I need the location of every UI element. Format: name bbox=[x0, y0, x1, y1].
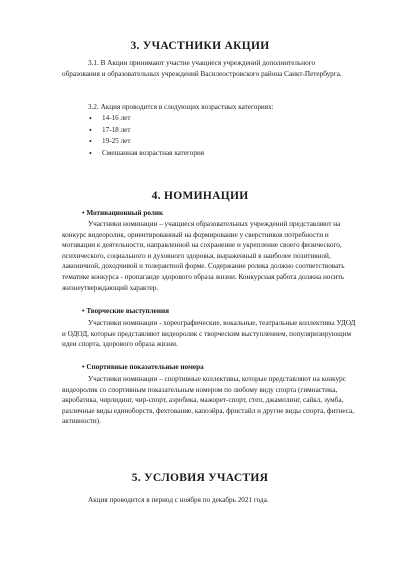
nomination-1-title: • Мотивационный ролик bbox=[82, 209, 164, 217]
age-category-item: • 19-25 лет bbox=[86, 136, 346, 148]
age-category-item: • 17-18 лет bbox=[86, 125, 346, 137]
nomination-2-text: Участники номинации - хореографические, вокальные, театральные коллективы УДОД и ОДОД, которые представляют видеоролик с творческим выступлением, популяризирующим идеи спорта, здорового образа жизни. bbox=[62, 319, 356, 349]
nomination-2-title: • Творческие выступления bbox=[82, 307, 170, 315]
section5-text: Акция проводится в период с ноября по декабрь 2021 года. bbox=[88, 496, 269, 504]
section3-paragraph-2: 3.2. Акция проводится в следующих возрастных категориях: bbox=[88, 103, 274, 111]
section5-heading: 5. УСЛОВИЯ УЧАСТИЯ bbox=[131, 472, 269, 484]
nomination-1-text: Участники номинации – учащиеся образовательных учреждений представляют на конкурс видеоролик, ориентированный на формирование у сверстников потребности и мотивации к деятельности, направленной на сохранение и укрепление своего физического, психического, социального и духовного здоровья, выраженный в наиболее позитивной, лаконичной, доходчивой и толерантной форме. Содержание ролика должно соответствовать тематике конкурса - пропаганде здорового образа жизни. Конкурсная работа должна носить жизнеутверждающий характер. bbox=[62, 220, 345, 292]
nomination-3-title: • Спортивные показательные номера bbox=[82, 363, 204, 371]
nomination-3-text: Участники номинации – спортивные коллективы, которые представляют на конкурс видеоролик со спортивным показательным номером по любому виду спорта (гимнастика, акробатика, чирлидинг, чир-спорт, аэробика, мажорет-спорт, степ, джамплинг, сайкл, зумба, различные виды единоборств, фехтование, капоэйра, фристайл и другие виды спорта, фитнеса, активности). bbox=[62, 375, 355, 426]
age-category-list bbox=[86, 113, 346, 159]
section3-paragraph-1: 3.1. В Акции принимают участие учащиеся учреждений дополнительного образования и образовательных учреждений Василеостровского района Санкт-Петербурга. bbox=[62, 59, 342, 78]
section3-heading: 3. УЧАСТНИКИ АКЦИИ bbox=[130, 40, 270, 52]
age-category-item: • Смешанная возрастная категория bbox=[86, 148, 346, 160]
age-category-item: • 14-16 лет bbox=[86, 113, 346, 125]
section4-heading: 4. НОМИНАЦИИ bbox=[151, 190, 249, 202]
